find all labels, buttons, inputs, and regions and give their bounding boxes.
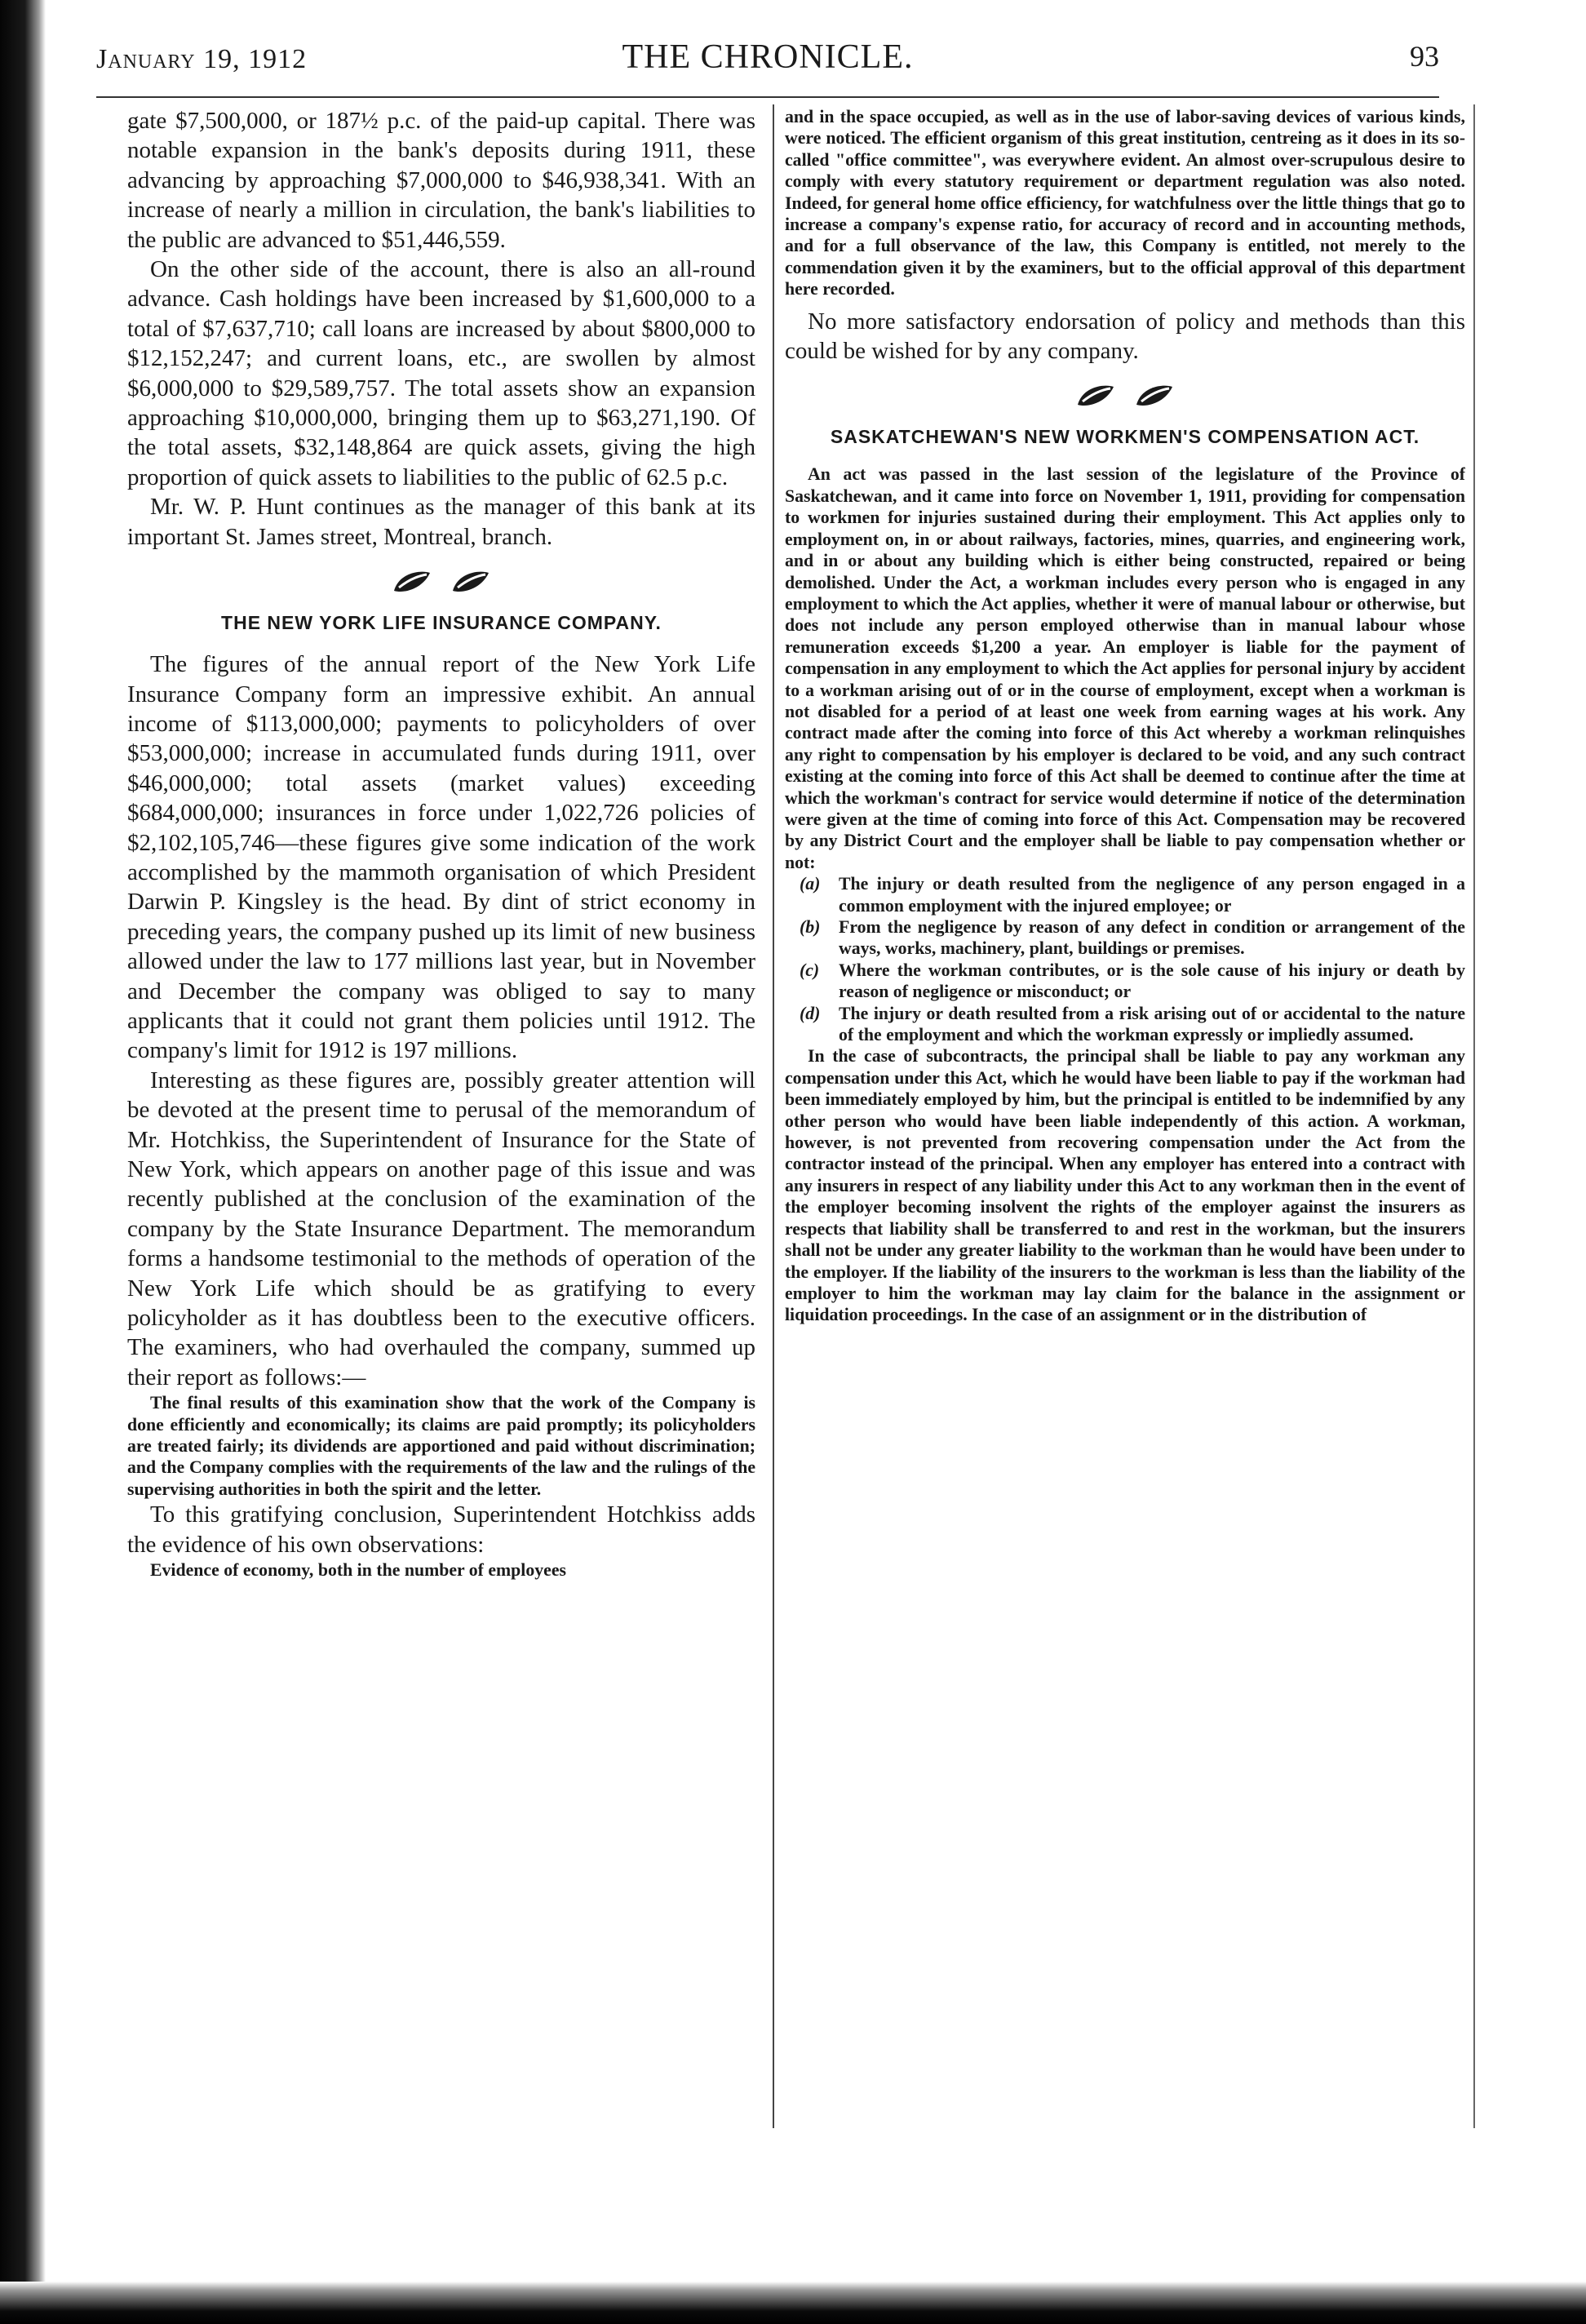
leaf-ornament-icon — [1076, 384, 1115, 408]
scan-edge-bottom — [0, 2282, 1586, 2324]
issue-date: January 19, 1912 — [96, 44, 308, 74]
list-marker: (a) — [800, 874, 821, 894]
section-ornament — [127, 570, 755, 599]
list-item-text: From the negligence by reason of any defect in condition or arrangement of the ways, works, machinery, plant, buildings or premises. — [839, 917, 1465, 959]
continued-quote: and in the space occupied, as well as in the use of labor-saving devices of various kinds, were noticed. The efficient organism of this great institution, centreing as it does in its so-called "office committee", was everywhere evident. An almost over-scrupulous desire to comply with every statutory requirement or department regulation was also noted. Indeed, for general home office efficiency, for watchfulness over the little things that go to increase a company's expense ratio, for accuracy of record and in accounting methods, and for a full observance of the law, this Company is entitled, not merely to the commendation given it by the examiners, but to the official approval of this department here recorded. — [785, 107, 1465, 299]
right-column — [785, 106, 1465, 2127]
quoted-report: The final results of this examination show that the work of the Company is done efficiently and economically; its claims are paid promptly; its policyholders are treated fairly; its dividends are apportioned and paid without discrimination; and the Company complies with the requirements of the law and the rulings of the supervising authorities in both the spirit and the letter. — [127, 1393, 755, 1499]
paragraph: In the case of subcontracts, the principal shall be liable to pay any workman any compensation under this Act, which he would have been liable to pay if the workman had been immediately employed by him, but the principal is entitled to be indemnified by any other person who would have been liable independently of this action. A workman, however, is not prevented from recovering compensation under the Act from the contractor instead of the principal. When any employer has entered into a contract with any insurers in respect of any liability under this Act to any workman then in the event of the employer becoming insolvent the rights of the employer against the insurers as respects that liability shall be transferred to and rest in the workman, but the insurers shall not be under any greater liability to the workman than he would have been under to the employer. If the liability of the insurers to the workman is less than the liability of the employer to him the workman may lay claim for the balance in the assignment or liquidation proceedings. In the case of an assignment or in the distribution of — [785, 1046, 1465, 1325]
article-heading: THE NEW YORK LIFE INSURANCE COMPANY. — [221, 612, 662, 634]
article-heading: SASKATCHEWAN'S NEW WORKMEN'S COMPENSATION ACT. — [830, 426, 1420, 448]
leaf-ornament-icon — [1135, 384, 1174, 408]
page-edge-rule — [1473, 104, 1475, 2128]
paragraph: Mr. W. P. Hunt continues as the manager of this bank at its important St. James street, Montreal, branch. — [127, 494, 755, 550]
header-rule — [96, 96, 1439, 98]
paragraph: The figures of the annual report of the New York Life Insurance Company form an impressive exhibit. An annual income of $113,000,000; payments to policyholders of over $53,000,000; increase in accumulated funds during 1911, over $46,000,000; total assets (market values) exceeding $684,000,000; insurances in force under 1,022,726 policies of $2,102,105,746—these figures give some indication of the work accomplished by the mammoth organisation of which President Darwin P. Kingsley is the head. By dint of strict economy in preceding years, the company pushed up its limit of new business allowed under the law to 177 millions last year, but in November and December the company was obliged to say to many applicants that it could not grant them policies until 1912. The company's limit for 1912 is 197 millions. — [127, 651, 755, 1064]
scan-edge-left — [0, 0, 46, 2324]
leaf-ornament-icon — [392, 570, 432, 594]
list-item-text: The injury or death resulted from the negligence of any person engaged in a common employment with the injured employee; or — [839, 874, 1465, 916]
leaf-ornament-icon — [451, 570, 490, 594]
section-ornament — [785, 384, 1465, 413]
list-item — [785, 960, 1465, 1003]
column-divider — [773, 104, 774, 2128]
masthead-title: THE CHRONICLE. — [622, 38, 914, 76]
list-item — [785, 916, 1465, 960]
list-marker: (c) — [800, 960, 820, 980]
list-item — [785, 1003, 1465, 1046]
list-marker: (b) — [800, 917, 821, 937]
conditions-list — [785, 873, 1465, 1045]
paragraph: Interesting as these figures are, possibly greater attention will be devoted at the present time to perusal of the memorandum of Mr. Hotchkiss, the Superintendent of Insurance for the State of New York, which appears on another page of this issue and was recently published at the conclusion of the examination of the company by the State Insurance Department. The memorandum forms a handsome testimonial to the methods of operation of the New York Life which should be as gratifying to every policyholder as it has doubtless been to the executive officers. The examiners, who had overhauled the company, summed up their report as follows:— — [127, 1067, 755, 1390]
list-marker: (d) — [800, 1003, 821, 1023]
paragraph: On the other side of the account, there is also an all-round advance. Cash holdings have been increased by $1,600,000 to a total of $7,637,710; call loans are increased by about $800,000 to $12,152,247; and current loans, etc., are swollen by almost $6,000,000 to $29,589,757. The total assets show an expansion approaching $10,000,000, bringing them up to $63,271,190. Of the total assets, $32,148,864 are quick assets, giving the high proportion of quick assets to liabilities to the public of 62.5 p.c. — [127, 256, 755, 490]
paragraph: To this gratifying conclusion, Superintendent Hotchkiss adds the evidence of his own observations: — [127, 1501, 755, 1558]
page-number: 93 — [1410, 40, 1439, 73]
paragraph: No more satisfactory endorsation of policy and methods than this could be wished for by any company. — [785, 308, 1465, 365]
list-item-text: The injury or death resulted from a risk arising out of or accidental to the nature of the employment and which the workman expressly or impliedly assumed. — [839, 1003, 1465, 1045]
list-item-text: Where the workman contributes, or is the sole cause of his injury or death by reason of negligence or misconduct; or — [839, 960, 1465, 1002]
paragraph: An act was passed in the last session of the legislature of the Province of Saskatchewan, and it came into force on November 1, 1911, providing for compensation to workmen for injuries sustained during their employment. This Act applies only to employment on, in or about railways, factories, mines, quarries, and engineering work, and in or about any building which is either being constructed, repaired or being demolished. Under the Act, a workman includes every person who is engaged in any employment to which the Act applies, whether it were of manual labour or otherwise, but does not include any person employed otherwise than in manual labour whose remuneration exceeds $1,200 a year. An employer is liable for the payment of compensation in any employment to which the Act applies for personal injury by accident to a workman arising out of or in the course of employment, except when a workman is not disabled for a period of at least one week from earning wages at his work. Any contract made after the coming into force of this Act whereby a workman relinquishes any right to compensation by his employer is declared to be void, and any such contract existing at the coming into force of this Act shall be deemed to continue after the time at which the workman's contract for service would determine if notice of the determination were given at the time of coming into force of this Act. Compensation may be recovered by any District Court and the employer shall be liable to pay compensation whether or not: — [785, 464, 1465, 872]
paragraph: gate $7,500,000, or 187½ p.c. of the paid-up capital. There was notable expansion in the bank's deposits during 1911, these advancing by approaching $7,000,000 to $46,938,341. With an increase of nearly a million in circulation, the bank's liabilities to the public are advanced to $51,446,559. — [127, 108, 755, 253]
left-column — [127, 106, 755, 2127]
quoted-observation: Evidence of economy, both in the number of employees — [150, 1560, 566, 1581]
page-header — [96, 26, 1439, 83]
list-item — [785, 873, 1465, 916]
